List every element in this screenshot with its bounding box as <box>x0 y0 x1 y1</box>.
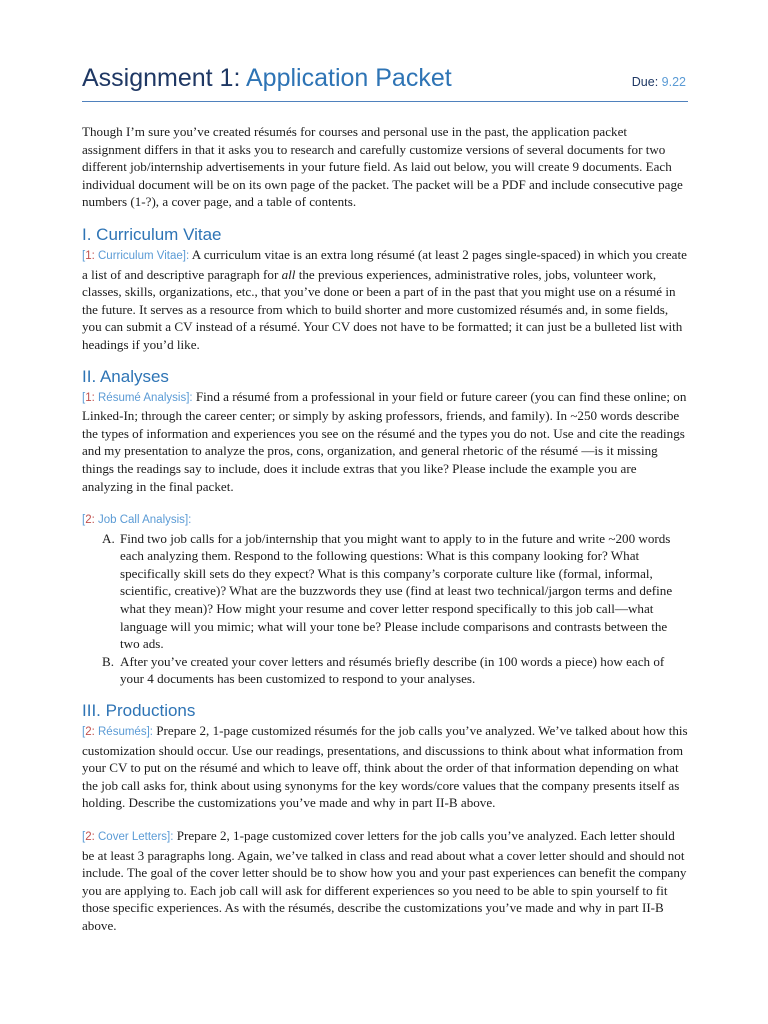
due-value: 9.22 <box>661 75 686 89</box>
job-call-tag-number: 2: <box>85 514 95 527</box>
list-marker: B. <box>102 653 115 669</box>
cv-text-emphasis: all <box>281 266 296 282</box>
job-call-analysis-heading <box>82 510 688 530</box>
cover-letters-text: Prepare 2, 1-page customized cover letters for the job calls you’ve analyzed. Each letter should be at least 3 paragraphs long. Again, we’ve talked in class and read about what a cover letter should and should not include. The goal of the cover letter should be to show how you and your past experiences can benefit the company you are applying to. Each job call will ask for different experiences so you need to be able to spin yourself to fit those specific experiences. As with the résumés, describe the customizations you’ve made and why in part II-B above. <box>82 828 687 933</box>
section-heading-analyses: II. Analyses <box>82 366 169 386</box>
resume-analysis-tag-name: Résumé Analysis <box>98 391 187 404</box>
header-rule <box>82 101 688 102</box>
title-prefix: Assignment 1: <box>82 64 241 92</box>
cover-letters-tag-number: 2: <box>85 831 95 843</box>
cover-letters-paragraph <box>82 827 688 935</box>
job-call-tag: [2: Job Call Analysis]: <box>82 514 192 527</box>
list-item-text: After you’ve created your cover letters and résumés briefly describe (in 100 words a piece) how each of your 4 documents has been customized to respond to your analyses. <box>120 653 665 687</box>
cv-text-a: A curriculum vitae is an extra long résumé (at least 2 pages single-spaced) in which you create a list of and descriptive paragraph for <box>82 246 687 282</box>
section-heading-productions: III. Productions <box>82 701 196 721</box>
section-heading-cv: I. Curriculum Vitae <box>82 224 222 244</box>
document-body <box>82 123 688 935</box>
resume-analysis-paragraph <box>82 388 688 496</box>
list-item-text: Find two job calls for a job/internship that you might want to apply to in the future and write ~200 words each analyzing them. Respond to the following questions: What is this company looking for? What specifically skill sets do they expect? What is this company’s corporate culture like (formal, informal, scientific, creative)? What are the buzzwords they use (find at least two technical/jargon terms and define what they mean)? How might your resume and cover letter respond specifically to this job call—what language will you mimic; what will your tone be? Please include comparisons and contrasts between the two ads. <box>120 530 673 652</box>
due-label: Due: <box>631 75 659 89</box>
resumes-tag-number: 2: <box>85 726 95 739</box>
intro-paragraph: Though I’m sure you’ve created résumés for courses and personal use in the past, the application packet assignment differs in that it asks you to research and carefully customize versions of several documents for two different job/internship advertisements in your future field. As laid out below, you will create 9 documents. Each individual document will be on its own page of the packet. The packet will be a PDF and include consecutive page numbers (1-?), a cover page, and a table of contents. <box>82 124 683 210</box>
cv-paragraph <box>82 246 688 354</box>
title-main: Application Packet <box>246 64 452 92</box>
cv-tag-number: 1: <box>85 249 95 262</box>
cover-letters-tag: [2: Cover Letters]: <box>82 831 174 843</box>
page-title <box>82 64 452 93</box>
cv-tag-name: Curriculum Vitae <box>98 249 183 262</box>
resume-analysis-tag: [1: Résumé Analysis]: <box>82 391 193 404</box>
resumes-tag: [2: Résumés]: <box>82 726 153 739</box>
due-date <box>632 75 686 89</box>
list-item <box>82 530 688 653</box>
job-call-tag-name: Job Call Analysis <box>98 514 185 527</box>
job-call-list <box>82 530 688 688</box>
cv-text-b: the previous experiences, administrative roles, jobs, volunteer work, classes, skills, organizations, etc., that you’ve done or been a part of in the past that you might use on a résumé in the future. It serves as a resource from which to build shorter and more customized résumés and, in some fields, you can submit a CV instead of a résumé. Your CV does not have to be formatted; it can just be a bulleted list with headings if you’d like. <box>82 266 683 352</box>
resumes-text: Prepare 2, 1-page customized résumés for the job calls you’ve analyzed. We’ve talked about how this customization should occur. Use our readings, presentations, and discussions to think about what information from your CV to put on the résumé and which to leave off, think about the order of that information depending on what the job call asks for, think about using synonyms for the key words/core values that the company presents itself as holding. Describe the customizations you’ve made and why in part II-B above. <box>82 723 688 811</box>
list-item <box>82 653 688 688</box>
resume-analysis-text: Find a résumé from a professional in your field or future career (you can find these online; on Linked-In; through the career center; or simply by asking professors, friends, and family). In ~250 words describe the types of information and experiences you see on the résumé and the types you do not. Use and cite the readings and my presentation to analyze the pros, cons, organization, and general rhetoric of the résumé —is it missing things the readings say to include, does it include extras that you like? Please include the example you are analyzing in the final packet. <box>82 388 687 494</box>
resumes-tag-name: Résumés <box>98 726 147 739</box>
resumes-paragraph <box>82 722 688 812</box>
cover-letters-tag-name: Cover Letters <box>98 831 168 843</box>
list-marker: A. <box>102 530 115 546</box>
resume-analysis-tag-number: 1: <box>85 391 95 404</box>
cv-tag: [1: Curriculum Vitae]: <box>82 249 190 262</box>
page-header <box>82 62 688 102</box>
